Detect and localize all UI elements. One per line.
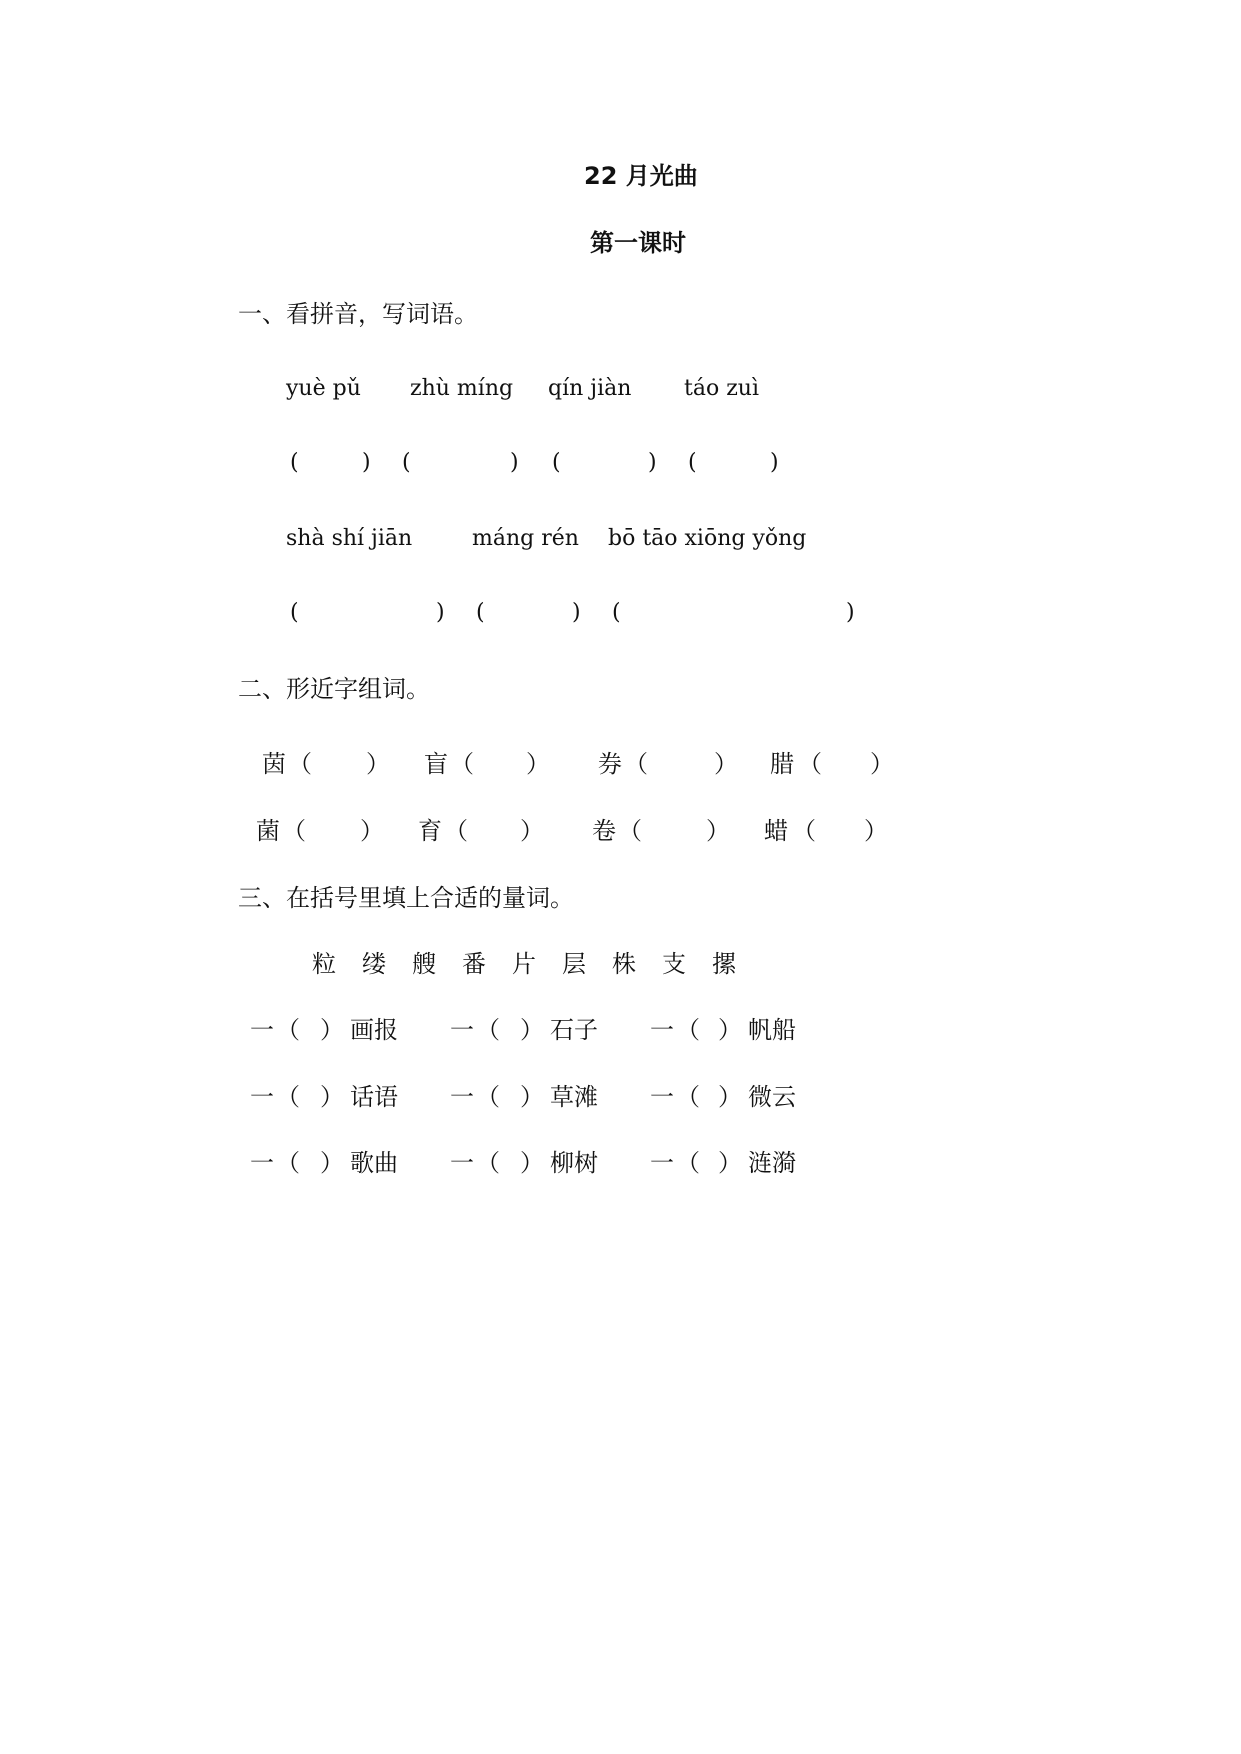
noun-word: 画报	[350, 1016, 398, 1044]
paren-close: ）	[320, 1149, 344, 1177]
document-title: 22 月光曲	[584, 162, 698, 190]
answer-paren-open: (	[612, 600, 621, 625]
answer-paren-close: )	[436, 600, 445, 625]
pinyin-word: zhù míng	[410, 376, 514, 401]
answer-paren-close: )	[572, 600, 581, 625]
paren-open: （	[276, 1083, 300, 1111]
paren-open: （	[792, 817, 816, 845]
paren-open: （	[676, 1016, 700, 1044]
pinyin-word: táo zuì	[684, 376, 759, 401]
answer-paren-close: )	[362, 450, 371, 475]
pinyin-word: yuè pǔ	[286, 376, 361, 401]
paren-open: （	[450, 750, 474, 778]
answer-paren-open: (	[290, 600, 299, 625]
answer-paren-open: (	[402, 450, 411, 475]
answer-paren-close: )	[770, 450, 779, 475]
similar-char: 蜡	[764, 817, 788, 845]
paren-close: ）	[864, 817, 888, 845]
paren-open: （	[276, 1016, 300, 1044]
paren-close: ）	[718, 1149, 742, 1177]
similar-char: 券	[598, 750, 622, 778]
section-1-heading: 一、看拼音，写词语。	[238, 300, 478, 328]
paren-open: （	[618, 817, 642, 845]
quantifier-prefix: 一	[250, 1083, 274, 1111]
similar-char: 育	[418, 817, 442, 845]
paren-close: ）	[526, 750, 550, 778]
quantifier-prefix: 一	[250, 1016, 274, 1044]
answer-paren-close: )	[846, 600, 855, 625]
paren-close: ）	[520, 817, 544, 845]
pinyin-word: máng rén	[472, 526, 579, 551]
paren-open: （	[444, 817, 468, 845]
quantifier-prefix: 一	[650, 1083, 674, 1111]
paren-close: ）	[320, 1083, 344, 1111]
answer-paren-open: (	[476, 600, 485, 625]
paren-close: ）	[520, 1016, 544, 1044]
quantifier-prefix: 一	[650, 1149, 674, 1177]
noun-word: 微云	[748, 1083, 796, 1111]
noun-word: 涟漪	[748, 1149, 796, 1177]
similar-char: 腊	[770, 750, 794, 778]
section-3-heading: 三、在括号里填上合适的量词。	[238, 884, 574, 912]
lesson-subtitle: 第一课时	[590, 229, 686, 257]
paren-close: ）	[714, 750, 738, 778]
similar-char: 茵	[262, 750, 286, 778]
paren-close: ）	[870, 750, 894, 778]
word-bank-char: 层	[562, 950, 586, 978]
word-bank-char: 艘	[412, 950, 436, 978]
word-bank-char: 片	[512, 950, 536, 978]
answer-paren-close: )	[510, 450, 519, 475]
word-bank-char: 摞	[712, 950, 736, 978]
word-bank-char: 缕	[362, 950, 386, 978]
similar-char: 盲	[424, 750, 448, 778]
paren-open: （	[276, 1149, 300, 1177]
word-bank-char: 株	[612, 950, 636, 978]
word-bank-char: 支	[662, 950, 686, 978]
noun-word: 话语	[350, 1083, 398, 1111]
noun-word: 帆船	[748, 1016, 796, 1044]
answer-paren-close: )	[648, 450, 657, 475]
paren-open: （	[282, 817, 306, 845]
quantifier-prefix: 一	[250, 1149, 274, 1177]
paren-open: （	[476, 1016, 500, 1044]
paren-open: （	[476, 1083, 500, 1111]
paren-open: （	[676, 1149, 700, 1177]
paren-close: ）	[320, 1016, 344, 1044]
paren-close: ）	[360, 817, 384, 845]
paren-open: （	[676, 1083, 700, 1111]
section-2-heading: 二、形近字组词。	[238, 675, 430, 703]
pinyin-word: shà shí jiān	[286, 526, 413, 551]
answer-paren-open: (	[290, 450, 299, 475]
quantifier-prefix: 一	[450, 1083, 474, 1111]
answer-paren-open: (	[552, 450, 561, 475]
pinyin-word: qín jiàn	[548, 376, 632, 401]
paren-open: （	[798, 750, 822, 778]
pinyin-word: bō tāo xiōng yǒng	[608, 526, 807, 551]
noun-word: 歌曲	[350, 1149, 398, 1177]
answer-paren-open: (	[688, 450, 697, 475]
quantifier-prefix: 一	[650, 1016, 674, 1044]
noun-word: 柳树	[550, 1149, 598, 1177]
word-bank-char: 番	[462, 950, 486, 978]
paren-open: （	[624, 750, 648, 778]
paren-close: ）	[520, 1149, 544, 1177]
quantifier-prefix: 一	[450, 1016, 474, 1044]
paren-open: （	[288, 750, 312, 778]
paren-close: ）	[366, 750, 390, 778]
quantifier-prefix: 一	[450, 1149, 474, 1177]
noun-word: 草滩	[550, 1083, 598, 1111]
paren-close: ）	[706, 817, 730, 845]
similar-char: 菌	[256, 817, 280, 845]
paren-close: ）	[520, 1083, 544, 1111]
noun-word: 石子	[550, 1016, 598, 1044]
paren-open: （	[476, 1149, 500, 1177]
word-bank-char: 粒	[312, 950, 336, 978]
paren-close: ）	[718, 1016, 742, 1044]
similar-char: 卷	[592, 817, 616, 845]
paren-close: ）	[718, 1083, 742, 1111]
